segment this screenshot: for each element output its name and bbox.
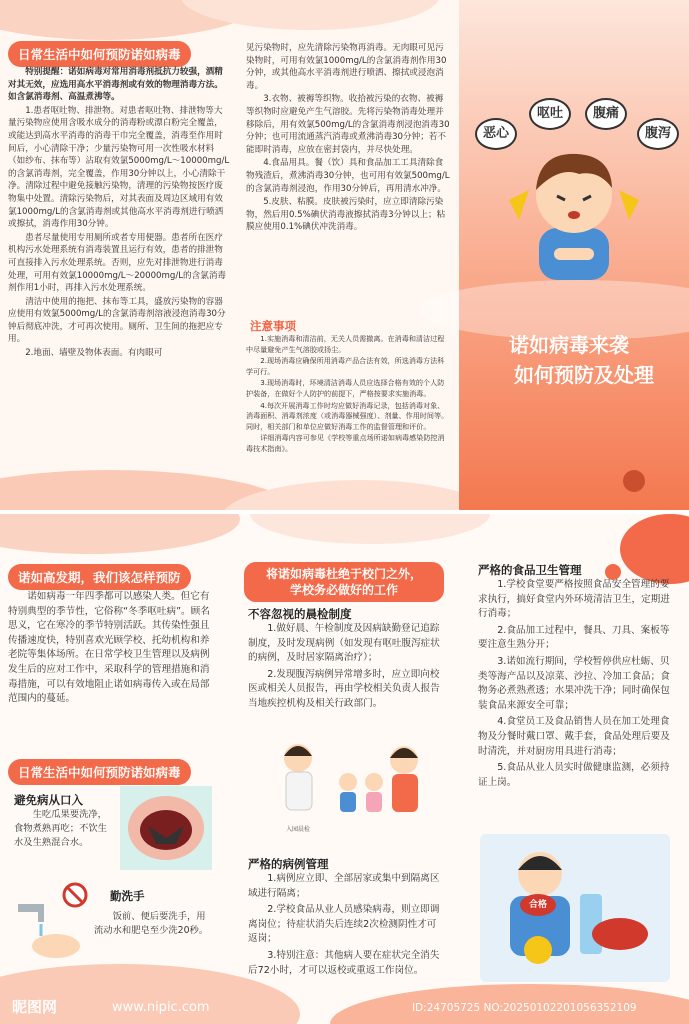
morning-check-list bbox=[248, 622, 444, 714]
notes-list bbox=[246, 334, 450, 456]
section-pill: 日常生活中如何预防诺如病毒 bbox=[8, 759, 191, 785]
list-item: 1.学校食堂要严格按照食品安全管理的要求执行，搞好食堂内外环境清洁卫生，定期进行消毒； bbox=[478, 579, 670, 620]
symptom-bubble: 呕吐 bbox=[529, 98, 571, 130]
paragraph: 5.皮肤、粘膜。皮肤被污染时，应立即清除污染物，然后用0.5%碘伏消毒液擦拭消毒3分钟以上；粘膜应使用0.1%碘伏冲洗消毒。 bbox=[246, 197, 446, 233]
cover-panel bbox=[459, 0, 689, 510]
symptom-bubble: 恶心 bbox=[475, 118, 517, 150]
deco-blob bbox=[250, 514, 490, 544]
list-item: 3.特别注意：其他病人要在症状完全消失后72小时，才可以返校或重返工作岗位。 bbox=[248, 949, 440, 976]
paragraph: 3.衣物、被褥等织物。收拾被污染的衣物、被褥等织物时应避免产生气溶胶。先将污染物消毒处理并移除后，用有效氯500mg/L的含氯消毒剂浸泡消毒30分钟；也可用流通蒸汽消毒或煮沸消毒30分钟；若不能即时消毒，应放在密封袋内，并尽快处理。 bbox=[246, 94, 450, 155]
food-hygiene-list bbox=[478, 578, 678, 792]
paragraph: 诺如病毒一年四季都可以感染人类。但它有特别典型的季节性，它俗称“冬季呕吐病”。顾名思义，它在寒冷的季节特别活跃。其传染性强且传播速度快，特别喜欢光顾学校、托幼机构和养老院等集体场所。在日常学校卫生管理以及病例发生后的应对工作中，采取科学的管理措施和消毒措施，可以有效地阻止诺如病毒传入或在局部范围内的蔓延。 bbox=[8, 591, 210, 705]
note-item: 4.每次开展消毒工作时均应做好消毒记录，包括消毒对象、消毒面积、消毒剂浓度（或消毒器械强度）、剂量、作用时间等。同时，相关部门和单位应做好消毒工作的监督管理和评价。 bbox=[246, 400, 449, 431]
mouth-title: 避免病从口入 bbox=[14, 793, 83, 807]
germ-mouth-illustration bbox=[120, 786, 212, 870]
mid-pill bbox=[244, 562, 444, 602]
paragraph: 1.患者呕吐物、排泄物。对患者呕吐物、排泄物等大量污染物应使用含吸水成分的消毒粉或漂白粉完全覆盖，或能达到高水平消毒的消毒干巾完全覆盖，消毒至作用时间后，小心清除干净；少量污染物可用一次性吸水材料（如纱布、抹布等）沾取有效氯5000mg/L～10000mg/L的含氯消毒剂，完全覆盖，作用30分钟以上，小心清除干净。清除过程中避免接触污染物，清理的污染物按医疗废物集中处置。清除污染物后，对其表面及周边区域用有效氯1000mg/L的含氯消毒剂或其他高水平消毒剂进行喷洒或擦拭，消毒作用30分钟。 bbox=[8, 105, 230, 230]
list-item: 5.食品从业人员实时做健康监测，必须持证上岗。 bbox=[478, 762, 670, 788]
section-pill: 诺如高发期，我们该怎样预防 bbox=[8, 564, 191, 590]
paragraph: 2.地面、墙壁及物体表面。有肉眼可 bbox=[25, 348, 163, 359]
sick-boy-illustration bbox=[499, 140, 649, 280]
left-text-column bbox=[8, 66, 230, 361]
note-item: 2.现场消毒应确保所用消毒产品合法有效，所选消毒方法科学可行。 bbox=[246, 356, 445, 376]
top-panel bbox=[0, 0, 689, 510]
morning-check-title: 不容忽视的晨检制度 bbox=[248, 607, 352, 621]
section-pill: 日常生活中如何预防诺如病毒 bbox=[8, 41, 191, 67]
cover-title-line-1: 诺如病毒来袭 bbox=[509, 333, 629, 357]
wash-title: 勤洗手 bbox=[110, 889, 145, 903]
list-item: 4.食堂员工及食品销售人员在加工处理食物及分餐时戴口罩、戴手套，食品处理后要及时清洗，并对厨房用具进行消毒； bbox=[478, 716, 670, 757]
paragraph: 见污染物时，应先清除污染物再消毒。无肉眼可见污染物时，可用有效氯1000mg/L的含氯消毒剂作用30分钟，或其他高水平消毒剂进行喷洒、擦拭或浸泡消毒。 bbox=[246, 43, 447, 91]
special-reminder: 特别提醒：诺如病毒对常用消毒剂抵抗力较强，酒精对其无效，应选用高水平消毒剂或有效的物理消毒方法。如含氯消毒剂、高温煮沸等。 bbox=[8, 67, 223, 103]
middle-text-column bbox=[246, 42, 450, 235]
food-hygiene-title: 严格的食品卫生管理 bbox=[478, 563, 582, 577]
symptom-bubble: 腹泻 bbox=[637, 118, 679, 150]
cert-badge: 合格 bbox=[520, 894, 556, 916]
watermark-logo: 昵图网 bbox=[12, 998, 58, 1016]
watermark-id: ID:24705725 NO:20250102201056352109 bbox=[412, 1002, 637, 1014]
illustration-caption: 入园晨检 bbox=[286, 826, 311, 833]
list-item: 1.病例应立即、全部居家或集中到隔离区域进行隔离； bbox=[248, 873, 440, 899]
list-item: 3.诺如流行期间，学校暂停供应杜蛎、贝类等海产品以及凉菜、沙拉、冷加工食品；食物务必煮熟煮透；水果冲洗干净；同时确保包装食品来源安全可靠； bbox=[478, 655, 670, 711]
wash-text bbox=[94, 910, 214, 940]
bottom-panel bbox=[0, 514, 689, 1024]
food-safety-illustration bbox=[480, 834, 670, 982]
case-management-list bbox=[248, 872, 444, 980]
note-item: 3.现场消毒时，环境清洁消毒人员应选择合格有效的个人防护装备，在做好个人防护的前提下，严格按要求实施消毒。 bbox=[246, 378, 445, 398]
case-management-title: 严格的病例管理 bbox=[248, 857, 329, 871]
list-item: 2.学校食品从业人员感染病毒，则立即调离岗位；待症状消失后连续2次检测阴性才可返岗； bbox=[248, 904, 440, 945]
paragraph: 饭前、便后要洗手，用流动水和肥皂至少洗20秒。 bbox=[94, 911, 209, 936]
paragraph: 4.食品用具。餐（饮）具和食品加工工具清除食物残渣后，煮沸消毒30分钟，也可用有效氯500mg/L的含氯消毒剂浸泡，作用30分钟后，再用清水冲净。 bbox=[246, 158, 450, 194]
paragraph: 生吃瓜果要洗净，食物煮熟再吃；不饮生水及生熟混合水。 bbox=[14, 809, 107, 848]
cover-title bbox=[469, 330, 669, 390]
symptom-bubble: 腹痛 bbox=[585, 98, 627, 130]
note-item: 1.实施消毒和清洁前，无关人员需撤离。在消毒和清洁过程中尽量避免产生气溶胶或扬尘。 bbox=[246, 334, 445, 354]
intro-text bbox=[8, 590, 216, 709]
paragraph: 患者尽量使用专用厕所或者专用便器。患者所在医疗机构污水处理系统有消毒装置且运行有效，患者的排泄物可直接排入污水处理系统。否则，应先对排泄物进行消毒处理，可用有效氯10000mg/L～20000mg/L的含氯消毒剂作用1小时，再排入污水处理系统。 bbox=[8, 232, 227, 294]
cover-title-line-2: 如何预防及处理 bbox=[514, 363, 654, 387]
deco-blob bbox=[0, 514, 240, 554]
mouth-text bbox=[14, 808, 114, 852]
deco-blob bbox=[220, 480, 500, 510]
notes-title: 注意事项 bbox=[250, 319, 296, 333]
hand-washing-illustration bbox=[12, 898, 92, 962]
watermark-url: www.nipic.com bbox=[112, 1000, 210, 1015]
morning-check-illustration bbox=[270, 736, 430, 822]
list-item: 2.发现腹泻病例异常增多时，应立即向校医或相关人员报告，再由学校相关负责人报告当地疾控机构及相关行政部门。 bbox=[248, 668, 440, 709]
paragraph: 清洁中使用的拖把、抹布等工具，盛放污染物的容器应使用有效氯5000mg/L的含氯消毒剂溶液浸泡消毒30分钟后彻底冲洗，才可再次使用。厕所、卫生间的拖把应专用。 bbox=[8, 296, 226, 345]
note-item: 详细消毒内容可参见《学校等重点场所诺如病毒感染防控消毒技术指南》。 bbox=[246, 433, 445, 453]
list-item: 2.食品加工过程中，餐具、刀具、案板等要注意生熟分开； bbox=[478, 624, 670, 651]
list-item: 1.做好晨、午检制度及因病缺勤登记追踪制度，及时发现病例（如发现有呕吐腹泻症状的病例，及时居家隔离治疗）； bbox=[248, 623, 440, 664]
deco-blob bbox=[620, 514, 689, 584]
mid-pill-line-2: 学校务必做好的工作 bbox=[289, 583, 398, 597]
mid-pill-line-1: 将诺如病毒杜绝于校门之外， bbox=[265, 567, 422, 581]
deco-circle bbox=[623, 470, 645, 492]
